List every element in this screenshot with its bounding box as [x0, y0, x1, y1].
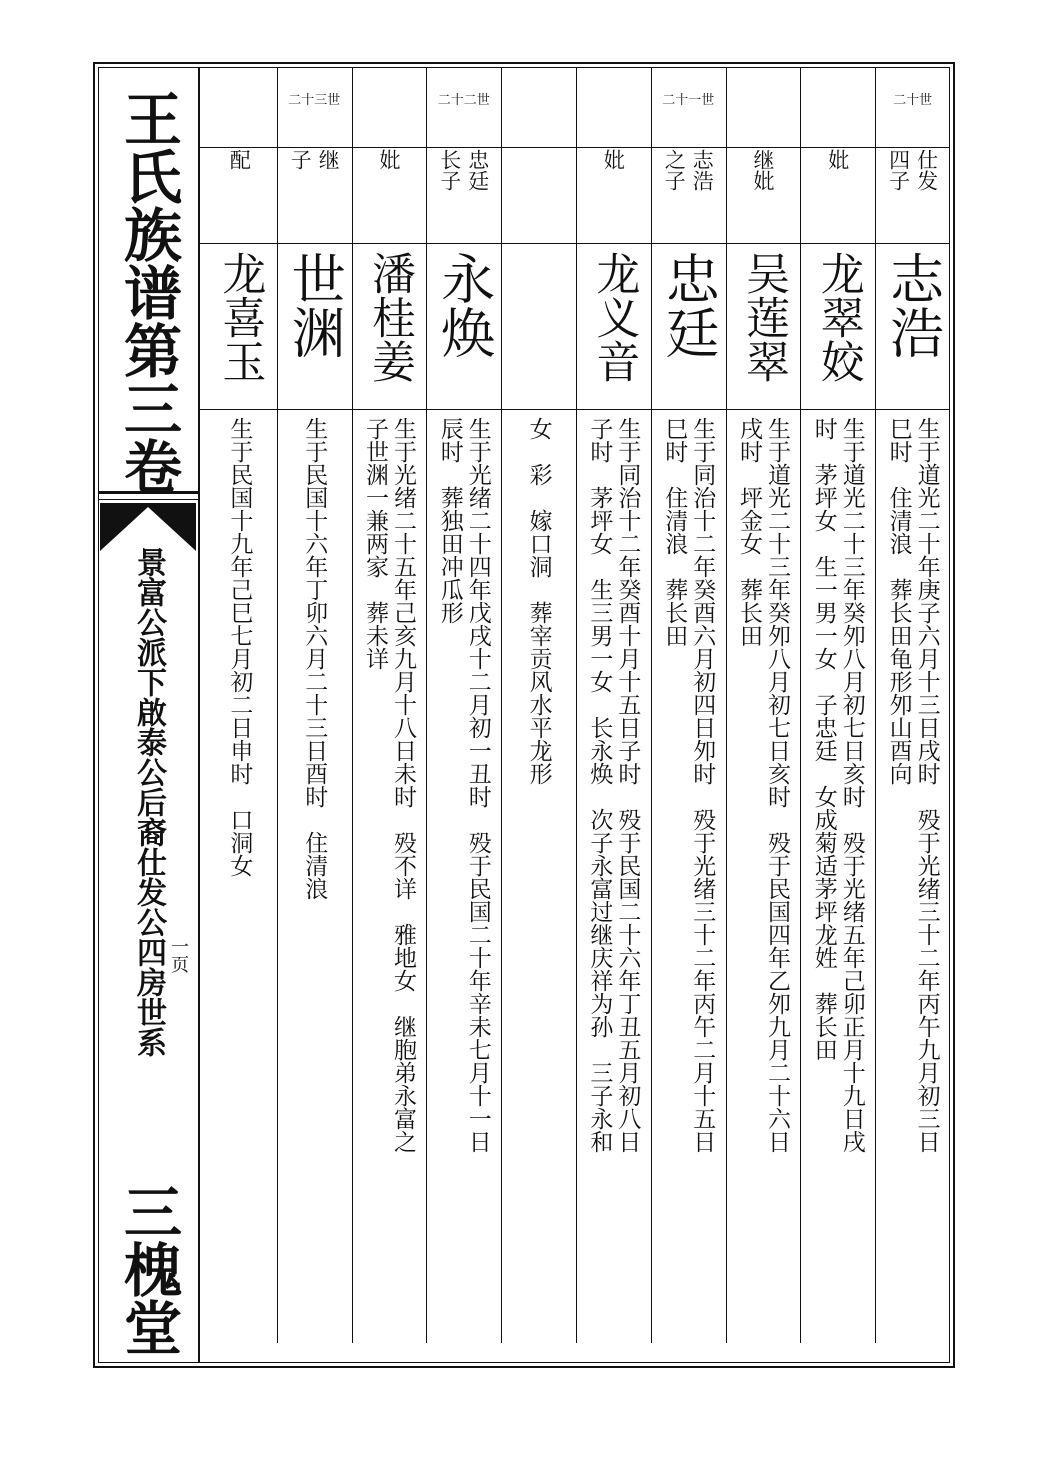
person-name: 忠廷 — [657, 251, 721, 359]
generation-label: 二十一世 — [662, 93, 715, 108]
relation-label — [800, 149, 875, 241]
biography-line: 戌时 坪金女 葬长田 — [735, 417, 762, 647]
relation-label — [277, 149, 352, 241]
relation-label — [426, 149, 501, 241]
relation-text: 配 — [227, 149, 252, 170]
biography — [352, 417, 427, 1337]
relation-text: 志浩 — [690, 149, 715, 191]
biography — [651, 417, 726, 1337]
relation-label — [202, 149, 277, 241]
person-column — [202, 67, 277, 1343]
biography-line: 生于同治十二年癸酉六月初四日夘时 殁于光绪三十二年丙午二月十五日 — [689, 417, 716, 1153]
biography — [576, 417, 651, 1337]
relation-label — [875, 149, 950, 241]
relation-label — [651, 149, 726, 241]
relation-label — [352, 149, 427, 241]
biography — [800, 417, 875, 1337]
biography — [875, 417, 950, 1337]
person-name: 永焕 — [432, 251, 496, 359]
relation-text: 继妣 — [750, 149, 775, 191]
relation-label — [726, 149, 801, 241]
relation-text: 妣 — [376, 149, 401, 170]
biography — [426, 417, 501, 1337]
relation-text: 继 — [316, 149, 341, 170]
person-name: 龙喜玉 — [214, 251, 266, 383]
hall-name: 三槐堂 — [114, 1182, 182, 1356]
generation-label: 二十三世 — [288, 93, 341, 108]
biography-line: 女 彩 嫁口洞 葬宰贡风水平龙形 — [525, 417, 552, 785]
person-name: 潘桂姜 — [363, 251, 415, 383]
person-column — [651, 67, 726, 1343]
biography — [501, 417, 576, 1337]
biography-line: 生于道光二十三年癸夘八月初七日亥时 殁于民国四年乙夘九月二十六日 — [763, 417, 790, 1153]
relation-text: 仕发 — [914, 149, 939, 191]
biography-line: 生于光绪二十四年戊戌十二月初一丑时 殁于民国二十年辛未七月十一日 — [464, 417, 491, 1153]
fishtail-mark-icon — [100, 503, 196, 551]
biography-line: 生于民国十六年丁卯六月二十三日酉时 住清浪 — [301, 417, 328, 900]
person-column — [501, 67, 576, 1343]
genealogy-table — [198, 67, 950, 1363]
biography — [202, 417, 277, 1337]
person-column — [800, 67, 875, 1343]
relation-label — [501, 149, 576, 241]
biography — [726, 417, 801, 1337]
generation-label: 二十二世 — [437, 93, 490, 108]
relation-text: 妣 — [601, 149, 626, 170]
biography-line: 时 茅坪女 生一男一女 子忠廷 女成菊适茅坪龙姓 葬长田 — [810, 417, 837, 1061]
spine — [98, 67, 198, 1363]
person-column — [352, 67, 427, 1343]
relation-label — [576, 149, 651, 241]
book-title: 王氏族谱第三卷 — [114, 89, 182, 495]
biography-line: 生于道光二十年庚子六月十三日戌时 殁于光绪三十二年丙午九月初三日 — [913, 417, 940, 1153]
biography-line: 子时 茅坪女 生三男一女 长永焕 次子永富过继庆祥为孙 三子永和 — [586, 417, 613, 1153]
biography-line: 生于民国十九年己巳七月初二日申时 口洞女 — [226, 417, 253, 877]
person-name: 志浩 — [881, 251, 945, 359]
relation-text: 忠廷 — [465, 149, 490, 191]
lineage-subtitle: 景富公派下啟泰公后裔仕发公四房世系 — [131, 547, 166, 1057]
biography-line: 生于光绪二十五年己亥九月十八日未时 殁不详 雅地女 继胞弟永富之 — [389, 417, 416, 1153]
person-column — [576, 67, 651, 1343]
biography-line: 子世渊一兼两家 葬未详 — [361, 417, 388, 670]
biography-line: 生于道光二十三年癸夘八月初七日亥时 殁于光绪五年己卯正月十九日戌 — [838, 417, 865, 1153]
relation-text: 四子 — [886, 149, 911, 191]
person-name: 世渊 — [283, 251, 347, 359]
person-name: 龙义音 — [588, 251, 640, 383]
biography — [277, 417, 352, 1337]
biography-line: 巳时 住清浪 葬长田龟形夘山酉向 — [885, 417, 912, 785]
relation-text: 妣 — [825, 149, 850, 170]
spine-rule — [98, 499, 198, 500]
relation-text: 之子 — [662, 149, 687, 191]
spine-rule — [98, 491, 198, 494]
biography-line: 生于同治十二年癸酉十月十五日子时 殁于民国二十六年丁丑五月初八日 — [614, 417, 641, 1153]
generation-label: 二十世 — [893, 93, 933, 108]
person-column — [875, 67, 950, 1343]
person-name: 吴莲翠 — [737, 251, 789, 383]
person-name: 龙翠姣 — [812, 251, 864, 383]
person-column — [426, 67, 501, 1343]
biography-line: 巳时 住清浪 葬长田 — [661, 417, 688, 647]
person-column — [726, 67, 801, 1343]
relation-text: 长子 — [437, 149, 462, 191]
relation-text: 子 — [288, 149, 313, 170]
page-number: 一页 — [168, 937, 189, 973]
person-column — [277, 67, 352, 1343]
biography-line: 辰时 葬独田冲瓜形 — [436, 417, 463, 624]
